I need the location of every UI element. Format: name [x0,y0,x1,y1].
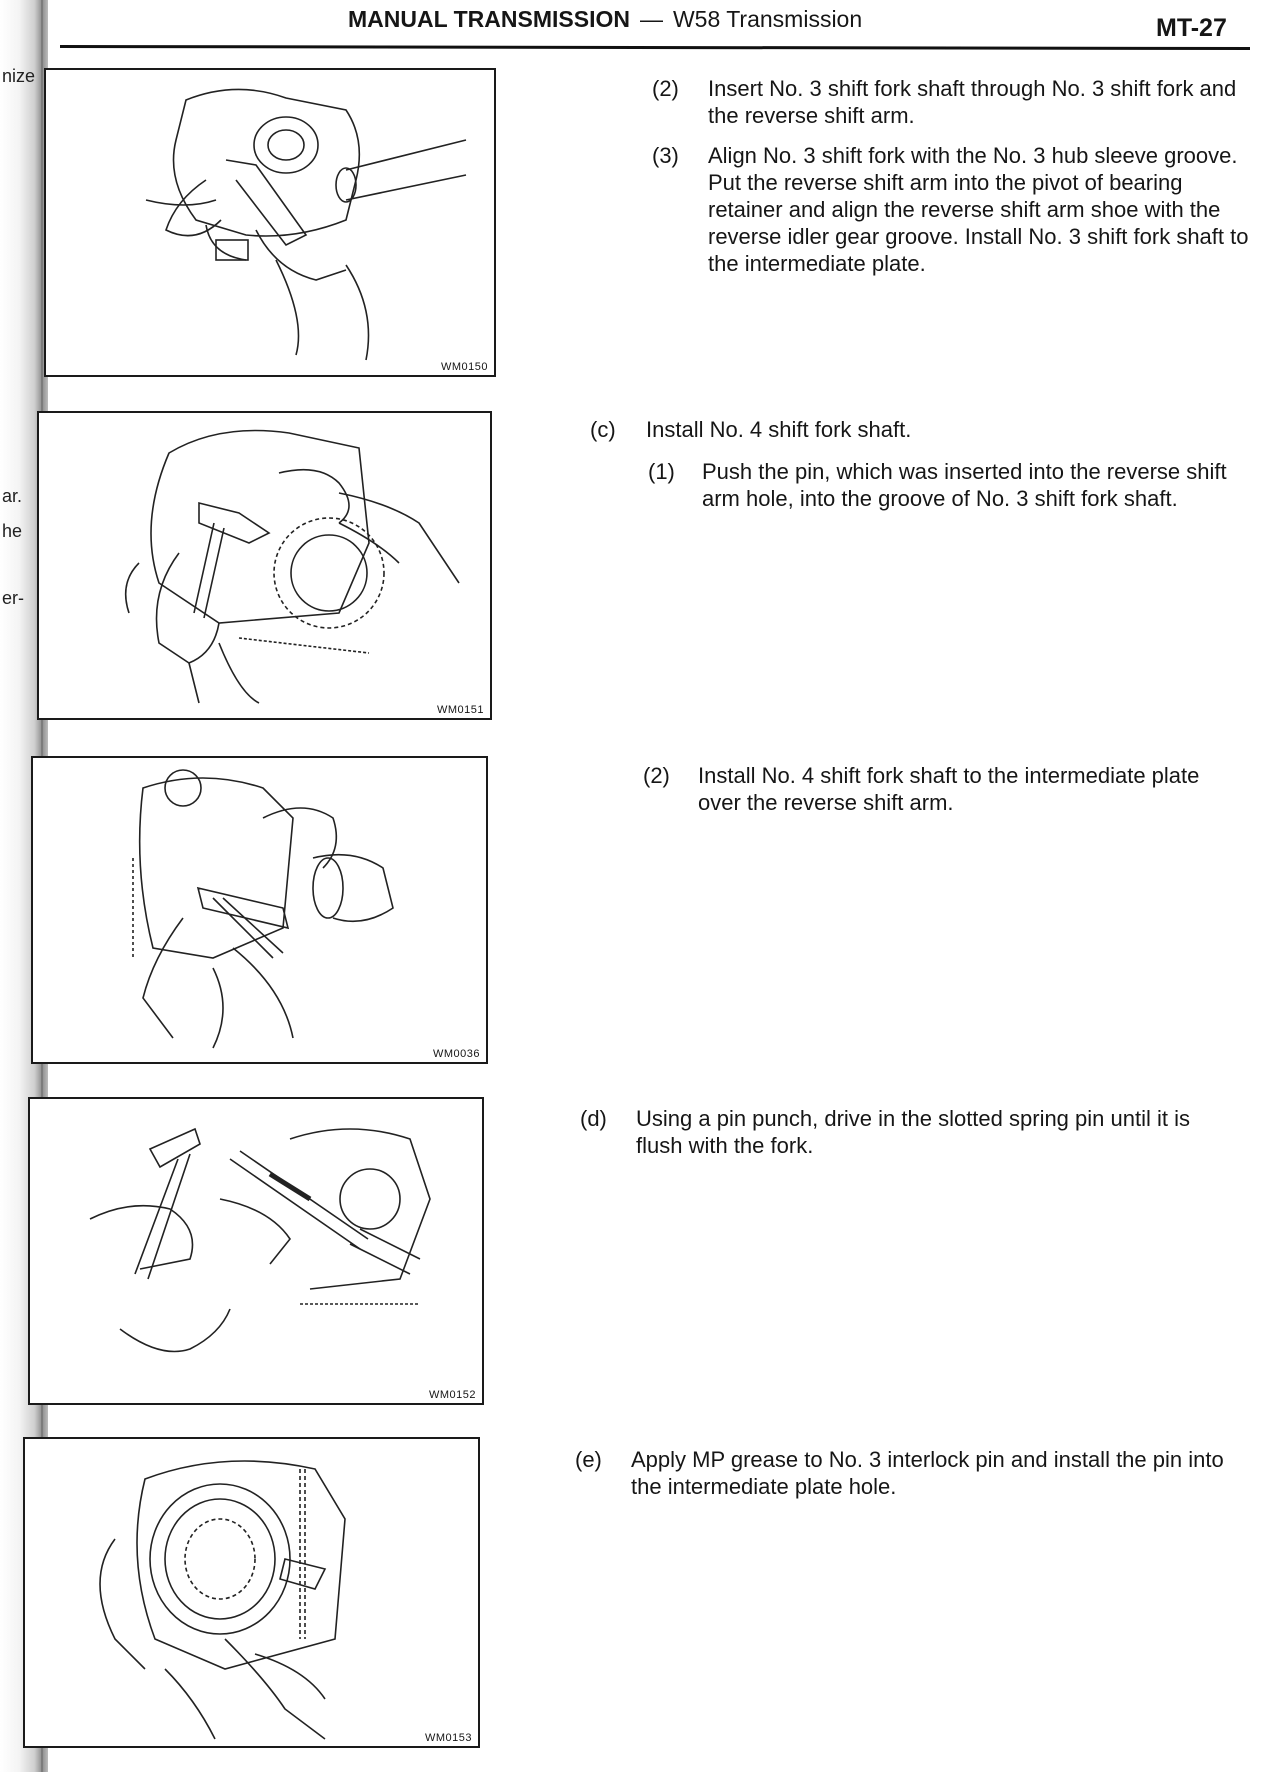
header-rule [60,45,1250,50]
push-pin-illustration [39,413,490,718]
step-text: Install No. 4 shift fork shaft to the intermediate plate over the reverse shift arm. [698,763,1200,815]
figure-code: WM0036 [432,1048,480,1060]
step-letter: (c) [590,417,616,442]
header-subsection-title: W58 Transmission [672,6,863,32]
figure-wm0036 [31,756,488,1064]
figure-wm0152 [28,1097,484,1405]
edge-text-fragment: nize [2,66,36,86]
page-number: MT-27 [1156,14,1227,42]
figure-code: WM0152 [428,1389,476,1401]
shift-fork-shaft-illustration [46,70,494,375]
step-text: Install No. 4 shift fork shaft. [646,417,912,442]
page-header [348,6,862,33]
header-separator: — [639,6,663,32]
step-number: (3) [652,143,679,168]
step-letter: (e) [575,1447,602,1472]
edge-text-fragment: he [2,521,23,541]
step-number: (2) [643,763,670,788]
step-text: Using a pin punch, drive in the slotted spring pin until it is flush with the fork. [636,1106,1190,1158]
figure-wm0153 [23,1437,480,1748]
figure-code: WM0151 [436,704,484,716]
step-text: Apply MP grease to No. 3 interlock pin and install the pin into the intermediate plate hole. [631,1447,1224,1499]
edge-text-fragment: ar. [2,486,23,506]
step-letter: (d) [580,1106,607,1131]
figure-code: WM0153 [424,1732,472,1744]
figure-wm0150 [44,68,496,377]
install-shift-fork-shaft-illustration [33,758,486,1062]
figure-wm0151 [37,411,492,720]
step-text: Align No. 3 shift fork with the No. 3 hub sleeve groove. Put the reverse shift arm into the pivot of bearing retainer and align the reverse shift arm shoe with the reverse idler gear groove. Install No. 3 shift fork shaft to the intermediate plate. [708,143,1249,276]
step-text: Push the pin, which was inserted into the reverse shift arm hole, into the groove of No. 3 shift fork shaft. [702,459,1227,511]
figure-code: WM0150 [440,361,488,373]
step-text: Insert No. 3 shift fork shaft through No. 3 shift fork and the reverse shift arm. [708,76,1237,128]
interlock-pin-illustration [25,1439,478,1746]
edge-text-fragment: er- [2,588,24,608]
header-section-title: MANUAL TRANSMISSION [348,6,630,32]
pin-punch-hammer-illustration [30,1099,482,1403]
step-number: (2) [652,76,679,101]
step-number: (1) [648,459,675,484]
